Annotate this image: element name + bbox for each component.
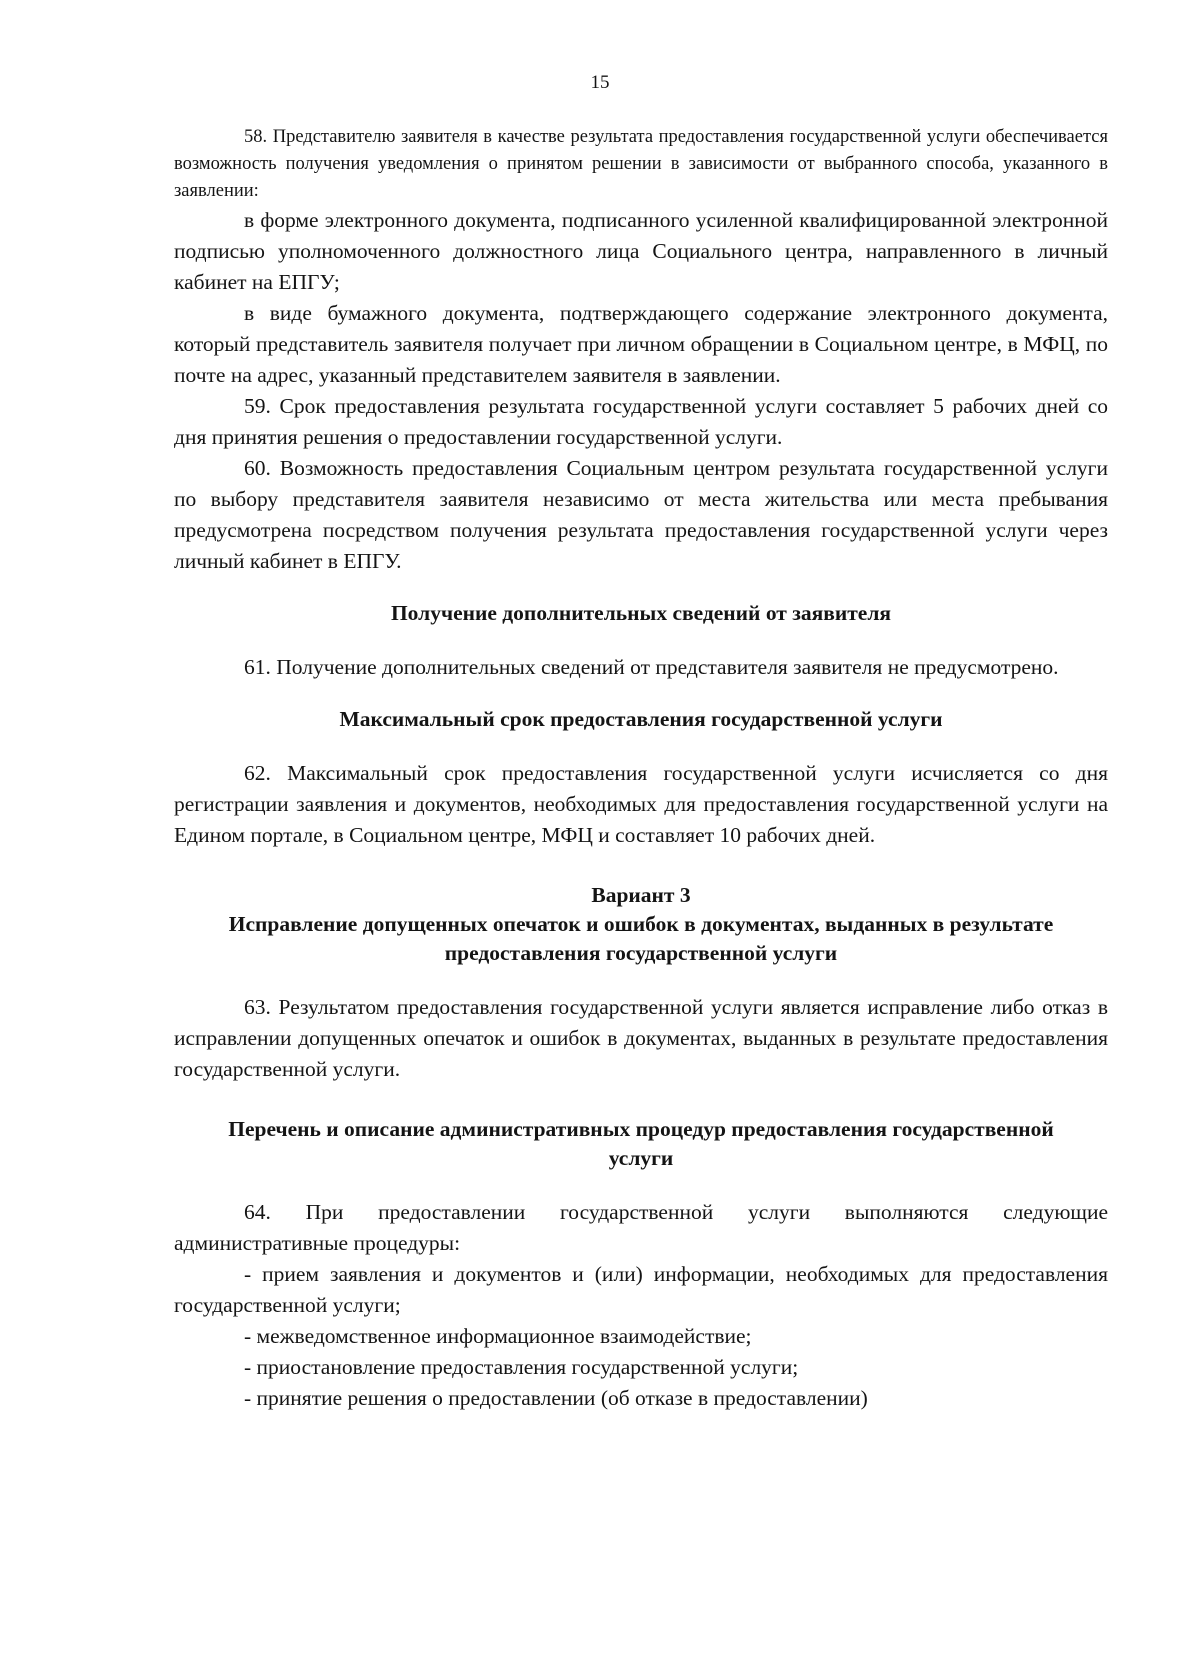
- paragraph-58: 58. Представителю заявителя в качестве результата предоставления государственной услуги обеспечивается возможность получения уведомления о принятом решении в зависимости от выбранного способа, указанного в заявлении:: [174, 127, 1108, 201]
- list-item: - приостановление предоставления государственной услуги;: [244, 1355, 799, 1379]
- spacer: [174, 1173, 1108, 1197]
- paragraph-63: 63. Результатом предоставления государственной услуги является исправление либо отказ в исправлении допущенных опечаток и ошибок в документах, выданных в результате предоставления государственной услуги.: [174, 995, 1108, 1081]
- paragraph-59: 59. Срок предоставления результата государственной услуги составляет 5 рабочих дней со дня принятия решения о предоставлении государственной услуги.: [174, 394, 1108, 449]
- document-body: [174, 124, 1108, 1414]
- spacer: [174, 628, 1108, 652]
- paragraph-64: 64. При предоставлении государственной услуги выполняются следующие административные процедуры:: [174, 1200, 1108, 1255]
- list-item: - прием заявления и документов и (или) информации, необходимых для предоставления государственной услуги;: [174, 1262, 1108, 1317]
- section-heading-procedures: Перечень и описание административных процедур предоставления государственной услуги: [228, 1117, 1054, 1170]
- spacer: [174, 734, 1108, 758]
- variant-heading: Вариант 3: [591, 883, 691, 907]
- paragraph-61: 61. Получение дополнительных сведений от представителя заявителя не предусмотрено.: [244, 655, 1059, 679]
- section-heading-additional-info: Получение дополнительных сведений от заявителя: [390, 601, 892, 625]
- paragraph-60: 60. Возможность предоставления Социальным центром результата государственной услуги по выбору представителя заявителя независимо от места жительства или места пребывания предусмотрена посредством получения результата предоставления государственной услуги через личный кабинет в ЕПГУ.: [174, 456, 1108, 573]
- paragraph-58-option-electronic: в форме электронного документа, подписанного усиленной квалифицированной электронной подписью уполномоченного должностного лица Социального центра, направленного в личный кабинет на ЕПГУ;: [174, 208, 1108, 294]
- paragraph-58-option-paper: в виде бумажного документа, подтверждающего содержание электронного документа, который представитель заявителя получает при личном обращении в Социальном центре, в МФЦ, по почте на адрес, указанный представителем заявителя в заявлении.: [174, 301, 1108, 387]
- spacer: [174, 1085, 1108, 1115]
- list-item: - принятие решения о предоставлении (об отказе в предоставлении): [244, 1386, 868, 1410]
- spacer: [174, 851, 1108, 881]
- paragraph-62: 62. Максимальный срок предоставления государственной услуги исчисляется со дня регистрации заявления и документов, необходимых для предоставления государственной услуги на Едином портале, в Социальном центре, МФЦ и составляет 10 рабочих дней.: [174, 761, 1108, 847]
- spacer: [174, 968, 1108, 992]
- section-heading-corrections: Исправление допущенных опечаток и ошибок в документах, выданных в результате предоставления государственной услуги: [228, 912, 1054, 965]
- spacer: [174, 577, 1108, 599]
- section-heading-max-term: Максимальный срок предоставления государственной услуги: [339, 707, 943, 731]
- spacer: [174, 683, 1108, 705]
- list-item: - межведомственное информационное взаимодействие;: [244, 1324, 752, 1348]
- page-number: 15: [590, 72, 610, 93]
